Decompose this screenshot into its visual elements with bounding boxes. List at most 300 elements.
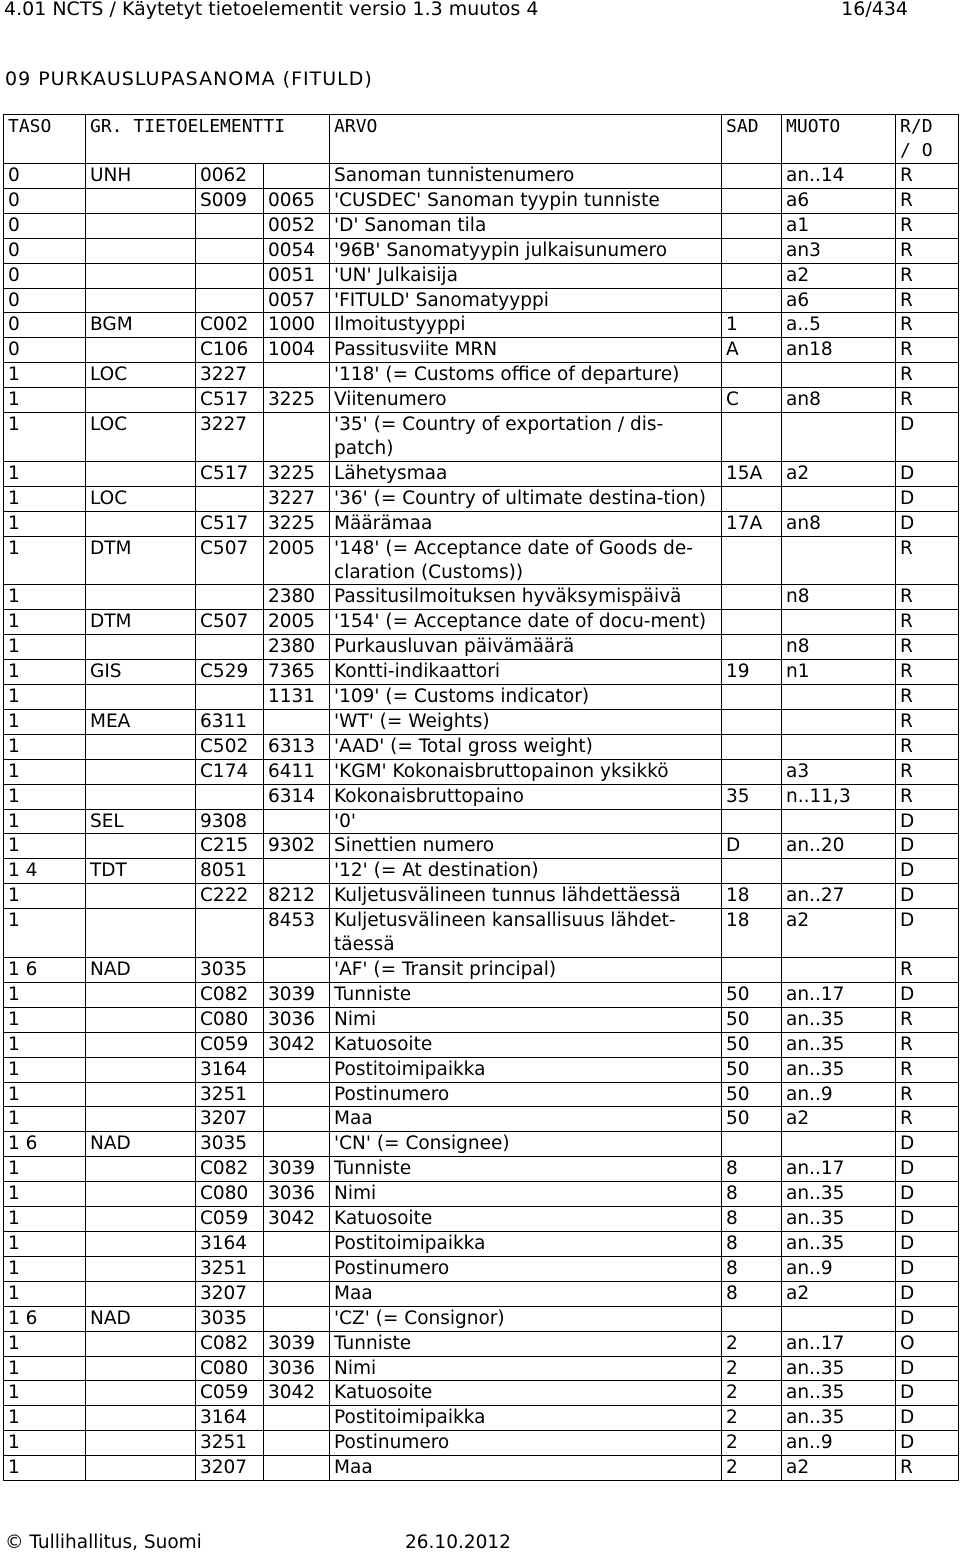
cell-desc: Maa xyxy=(330,1456,722,1481)
table-row xyxy=(4,734,959,759)
cell-code: 3035 xyxy=(196,1132,264,1157)
cell-rdo: R xyxy=(896,784,959,809)
cell-code: 8051 xyxy=(196,859,264,884)
cell-muoto: an..17 xyxy=(782,982,896,1007)
cell-code: C059 xyxy=(196,1032,264,1057)
cell-code xyxy=(196,486,264,511)
cell-muoto: an..35 xyxy=(782,1356,896,1381)
cell-desc: '154' (= Acceptance date of docu-ment) xyxy=(330,610,722,635)
cell-gr xyxy=(86,1456,196,1481)
header-taso: TASO xyxy=(4,115,86,164)
cell-desc: Passitusviite MRN xyxy=(330,338,722,363)
table-row xyxy=(4,1057,959,1082)
table-row xyxy=(4,1431,959,1456)
cell-code2: 3225 xyxy=(264,511,330,536)
cell-muoto: an..35 xyxy=(782,1007,896,1032)
cell-muoto: an..35 xyxy=(782,1032,896,1057)
cell-sad xyxy=(722,188,782,213)
cell-taso: 1 xyxy=(4,1406,86,1431)
table-row xyxy=(4,1007,959,1032)
cell-gr xyxy=(86,1431,196,1456)
cell-muoto: an..9 xyxy=(782,1256,896,1281)
cell-gr xyxy=(86,263,196,288)
cell-code2: 6411 xyxy=(264,759,330,784)
table-row xyxy=(4,536,959,585)
cell-gr: NAD xyxy=(86,958,196,983)
cell-muoto: n..11,3 xyxy=(782,784,896,809)
cell-gr: SEL xyxy=(86,809,196,834)
cell-taso: 1 xyxy=(4,1281,86,1306)
copyright-text: © Tullihallitus, Suomi xyxy=(5,1532,202,1553)
cell-muoto xyxy=(782,1306,896,1331)
cell-code2: 1131 xyxy=(264,685,330,710)
cell-gr xyxy=(86,1057,196,1082)
table-row xyxy=(4,1306,959,1331)
cell-sad: 2 xyxy=(722,1381,782,1406)
section-title: 09 PURKAUSLUPASANOMA (FITULD) xyxy=(5,68,373,90)
cell-code2 xyxy=(264,809,330,834)
header-sad: SAD xyxy=(722,115,782,164)
table-header-row xyxy=(4,115,959,164)
header-gr-tietoelementti: GR. TIETOELEMENTTI xyxy=(86,115,330,164)
table-row xyxy=(4,784,959,809)
cell-desc: '96B' Sanomatyypin julkaisunumero xyxy=(330,238,722,263)
table-row xyxy=(4,909,959,958)
table-row xyxy=(4,238,959,263)
cell-sad: 50 xyxy=(722,1032,782,1057)
cell-desc: Postinumero xyxy=(330,1082,722,1107)
cell-taso: 1 xyxy=(4,660,86,685)
cell-code xyxy=(196,288,264,313)
cell-code: C517 xyxy=(196,461,264,486)
cell-code2 xyxy=(264,958,330,983)
cell-rdo: R xyxy=(896,709,959,734)
cell-taso: 1 xyxy=(4,1157,86,1182)
cell-muoto xyxy=(782,809,896,834)
cell-gr xyxy=(86,1256,196,1281)
cell-gr xyxy=(86,685,196,710)
cell-desc: Katuosoite xyxy=(330,1381,722,1406)
table-row xyxy=(4,213,959,238)
cell-code2 xyxy=(264,1306,330,1331)
cell-rdo: R xyxy=(896,610,959,635)
cell-taso: 1 xyxy=(4,909,86,958)
cell-taso: 1 xyxy=(4,809,86,834)
cell-muoto: a2 xyxy=(782,263,896,288)
cell-desc: Postitoimipaikka xyxy=(330,1406,722,1431)
cell-sad xyxy=(722,288,782,313)
cell-code2: 2005 xyxy=(264,610,330,635)
cell-code xyxy=(196,909,264,958)
cell-taso: 1 xyxy=(4,1456,86,1481)
table-row xyxy=(4,1132,959,1157)
cell-taso: 0 xyxy=(4,263,86,288)
cell-code xyxy=(196,263,264,288)
cell-muoto: an..9 xyxy=(782,1082,896,1107)
cell-muoto: an..35 xyxy=(782,1231,896,1256)
cell-sad: 2 xyxy=(722,1356,782,1381)
cell-gr: NAD xyxy=(86,1306,196,1331)
cell-gr xyxy=(86,909,196,958)
cell-rdo: R xyxy=(896,1007,959,1032)
cell-sad: 19 xyxy=(722,660,782,685)
cell-code: 6311 xyxy=(196,709,264,734)
cell-gr xyxy=(86,213,196,238)
cell-desc: 'UN' Julkaisija xyxy=(330,263,722,288)
cell-gr xyxy=(86,1207,196,1232)
cell-code2: 3039 xyxy=(264,1331,330,1356)
page-number: 16/434 xyxy=(841,0,908,20)
table-row xyxy=(4,1182,959,1207)
cell-code2: 9302 xyxy=(264,834,330,859)
cell-desc: Postinumero xyxy=(330,1256,722,1281)
table-row xyxy=(4,413,959,462)
header-rdo: R/D / O xyxy=(896,115,959,164)
table-row xyxy=(4,585,959,610)
cell-code2 xyxy=(264,709,330,734)
cell-code2: 3227 xyxy=(264,486,330,511)
table-row xyxy=(4,288,959,313)
cell-code2: 8212 xyxy=(264,884,330,909)
cell-desc: Maa xyxy=(330,1281,722,1306)
cell-muoto: a2 xyxy=(782,1456,896,1481)
cell-taso: 1 xyxy=(4,734,86,759)
cell-code2 xyxy=(264,1406,330,1431)
cell-sad xyxy=(722,734,782,759)
cell-sad: 8 xyxy=(722,1157,782,1182)
cell-taso: 1 xyxy=(4,1082,86,1107)
cell-desc: '148' (= Acceptance date of Goods de-claration (Customs)) xyxy=(330,536,722,585)
cell-sad: A xyxy=(722,338,782,363)
cell-code2 xyxy=(264,1132,330,1157)
cell-gr xyxy=(86,1281,196,1306)
cell-desc: Kontti-indikaattori xyxy=(330,660,722,685)
cell-code2: 0057 xyxy=(264,288,330,313)
cell-code2: 2380 xyxy=(264,585,330,610)
cell-code: S009 xyxy=(196,188,264,213)
cell-code xyxy=(196,213,264,238)
cell-code: C082 xyxy=(196,1157,264,1182)
cell-muoto: a..5 xyxy=(782,313,896,338)
cell-sad xyxy=(722,809,782,834)
cell-rdo: R xyxy=(896,288,959,313)
cell-rdo: D xyxy=(896,1431,959,1456)
cell-muoto: an..35 xyxy=(782,1406,896,1431)
cell-sad: 50 xyxy=(722,1057,782,1082)
cell-gr xyxy=(86,1032,196,1057)
cell-muoto xyxy=(782,859,896,884)
cell-gr: NAD xyxy=(86,1132,196,1157)
cell-rdo: R xyxy=(896,313,959,338)
cell-gr xyxy=(86,1157,196,1182)
table-row xyxy=(4,958,959,983)
table-row xyxy=(4,363,959,388)
cell-code: 3251 xyxy=(196,1082,264,1107)
cell-taso: 1 xyxy=(4,635,86,660)
cell-code: 3164 xyxy=(196,1057,264,1082)
cell-sad xyxy=(722,610,782,635)
cell-muoto: a6 xyxy=(782,188,896,213)
cell-desc: Tunniste xyxy=(330,1331,722,1356)
cell-desc: '118' (= Customs office of departure) xyxy=(330,363,722,388)
cell-taso: 1 xyxy=(4,982,86,1007)
cell-taso: 0 xyxy=(4,188,86,213)
cell-code: C502 xyxy=(196,734,264,759)
cell-rdo: D xyxy=(896,1306,959,1331)
cell-desc: Kuljetusvälineen tunnus lähdettäessä xyxy=(330,884,722,909)
cell-muoto: an3 xyxy=(782,238,896,263)
cell-muoto: a2 xyxy=(782,1281,896,1306)
cell-rdo: D xyxy=(896,511,959,536)
cell-sad: 8 xyxy=(722,1231,782,1256)
table-row xyxy=(4,1082,959,1107)
cell-code2: 3039 xyxy=(264,982,330,1007)
cell-muoto: a6 xyxy=(782,288,896,313)
cell-code: C080 xyxy=(196,1182,264,1207)
cell-desc: Postinumero xyxy=(330,1431,722,1456)
cell-gr: DTM xyxy=(86,536,196,585)
cell-taso: 1 4 xyxy=(4,859,86,884)
cell-muoto xyxy=(782,685,896,710)
cell-gr xyxy=(86,1231,196,1256)
cell-code2: 0054 xyxy=(264,238,330,263)
cell-rdo: R xyxy=(896,1107,959,1132)
cell-code xyxy=(196,238,264,263)
cell-muoto: an..9 xyxy=(782,1431,896,1456)
cell-muoto: a3 xyxy=(782,759,896,784)
cell-sad xyxy=(722,263,782,288)
cell-code: 0062 xyxy=(196,164,264,189)
cell-sad: 50 xyxy=(722,1107,782,1132)
cell-rdo: D xyxy=(896,1157,959,1182)
cell-sad: 8 xyxy=(722,1281,782,1306)
table-row xyxy=(4,313,959,338)
table-row xyxy=(4,1381,959,1406)
table-row xyxy=(4,263,959,288)
table-row xyxy=(4,1406,959,1431)
cell-sad: 2 xyxy=(722,1431,782,1456)
cell-taso: 1 xyxy=(4,1431,86,1456)
cell-desc: Määrämaa xyxy=(330,511,722,536)
cell-muoto xyxy=(782,1132,896,1157)
cell-gr xyxy=(86,759,196,784)
cell-rdo: D xyxy=(896,1281,959,1306)
cell-rdo: R xyxy=(896,536,959,585)
cell-taso: 1 xyxy=(4,585,86,610)
cell-gr xyxy=(86,1406,196,1431)
cell-desc: Katuosoite xyxy=(330,1207,722,1232)
cell-code: 3227 xyxy=(196,363,264,388)
cell-taso: 0 xyxy=(4,313,86,338)
cell-gr xyxy=(86,511,196,536)
cell-sad xyxy=(722,238,782,263)
table-row xyxy=(4,1157,959,1182)
cell-desc: '36' (= Country of ultimate destina-tion) xyxy=(330,486,722,511)
table-row xyxy=(4,511,959,536)
cell-gr xyxy=(86,734,196,759)
cell-desc: 'WT' (= Weights) xyxy=(330,709,722,734)
cell-code2 xyxy=(264,1057,330,1082)
cell-taso: 1 xyxy=(4,536,86,585)
cell-sad xyxy=(722,213,782,238)
cell-gr xyxy=(86,238,196,263)
cell-rdo: R xyxy=(896,1057,959,1082)
cell-rdo: D xyxy=(896,1182,959,1207)
cell-taso: 1 xyxy=(4,1057,86,1082)
cell-desc: Kuljetusvälineen kansallisuus lähdet-täessä xyxy=(330,909,722,958)
cell-sad: 50 xyxy=(722,1082,782,1107)
cell-taso: 1 xyxy=(4,511,86,536)
footer xyxy=(5,1532,511,1553)
cell-sad: 50 xyxy=(722,982,782,1007)
cell-code2 xyxy=(264,1107,330,1132)
cell-muoto: an..20 xyxy=(782,834,896,859)
cell-desc: '109' (= Customs indicator) xyxy=(330,685,722,710)
cell-code2: 2380 xyxy=(264,635,330,660)
cell-code: 3164 xyxy=(196,1406,264,1431)
cell-gr xyxy=(86,784,196,809)
cell-code: 3251 xyxy=(196,1256,264,1281)
cell-code: C080 xyxy=(196,1007,264,1032)
cell-taso: 1 xyxy=(4,759,86,784)
cell-taso: 1 xyxy=(4,363,86,388)
table-row xyxy=(4,859,959,884)
cell-code2 xyxy=(264,1281,330,1306)
table-row xyxy=(4,1331,959,1356)
table-row xyxy=(4,1356,959,1381)
table-row xyxy=(4,709,959,734)
cell-code: C082 xyxy=(196,982,264,1007)
cell-taso: 1 xyxy=(4,413,86,462)
footer-date: 26.10.2012 xyxy=(405,1532,511,1553)
cell-desc: Passitusilmoituksen hyväksymispäivä xyxy=(330,585,722,610)
table-row xyxy=(4,884,959,909)
cell-rdo: R xyxy=(896,388,959,413)
cell-sad: 35 xyxy=(722,784,782,809)
cell-code: C507 xyxy=(196,536,264,585)
cell-gr: BGM xyxy=(86,313,196,338)
header-muoto: MUOTO xyxy=(782,115,896,164)
cell-sad xyxy=(722,486,782,511)
cell-rdo: R xyxy=(896,263,959,288)
cell-gr: LOC xyxy=(86,486,196,511)
cell-code2: 3225 xyxy=(264,388,330,413)
cell-muoto: an..27 xyxy=(782,884,896,909)
cell-rdo: R xyxy=(896,585,959,610)
cell-code: C002 xyxy=(196,313,264,338)
cell-desc: Nimi xyxy=(330,1182,722,1207)
cell-code xyxy=(196,784,264,809)
table-row xyxy=(4,809,959,834)
cell-sad xyxy=(722,585,782,610)
cell-taso: 1 xyxy=(4,709,86,734)
cell-rdo: D xyxy=(896,1381,959,1406)
cell-code: 3035 xyxy=(196,1306,264,1331)
cell-taso: 1 xyxy=(4,685,86,710)
cell-code: C215 xyxy=(196,834,264,859)
cell-sad: D xyxy=(722,834,782,859)
cell-taso: 1 xyxy=(4,1007,86,1032)
cell-taso: 1 6 xyxy=(4,1132,86,1157)
cell-rdo: D xyxy=(896,884,959,909)
table-row xyxy=(4,982,959,1007)
cell-muoto: an..17 xyxy=(782,1157,896,1182)
cell-taso: 1 xyxy=(4,1182,86,1207)
cell-desc: Kokonaisbruttopaino xyxy=(330,784,722,809)
cell-code2 xyxy=(264,859,330,884)
table-row xyxy=(4,635,959,660)
cell-desc: 'FITULD' Sanomatyyppi xyxy=(330,288,722,313)
cell-code2: 3039 xyxy=(264,1157,330,1182)
cell-rdo: R xyxy=(896,238,959,263)
cell-gr xyxy=(86,1182,196,1207)
cell-rdo: D xyxy=(896,809,959,834)
cell-gr xyxy=(86,288,196,313)
cell-code xyxy=(196,585,264,610)
cell-code2: 3225 xyxy=(264,461,330,486)
cell-rdo: R xyxy=(896,734,959,759)
cell-rdo: D xyxy=(896,461,959,486)
cell-desc: Postitoimipaikka xyxy=(330,1231,722,1256)
cell-code: 3207 xyxy=(196,1281,264,1306)
cell-muoto xyxy=(782,363,896,388)
cell-rdo: D xyxy=(896,1207,959,1232)
cell-muoto: n8 xyxy=(782,635,896,660)
cell-code: C080 xyxy=(196,1356,264,1381)
cell-desc: Tunniste xyxy=(330,982,722,1007)
cell-gr: GIS xyxy=(86,660,196,685)
cell-desc: Ilmoitustyyppi xyxy=(330,313,722,338)
cell-sad xyxy=(722,759,782,784)
cell-muoto: a1 xyxy=(782,213,896,238)
cell-sad xyxy=(722,635,782,660)
cell-rdo: D xyxy=(896,859,959,884)
header-arvo: ARVO xyxy=(330,115,722,164)
cell-desc: Katuosoite xyxy=(330,1032,722,1057)
cell-code2 xyxy=(264,164,330,189)
cell-code: 3164 xyxy=(196,1231,264,1256)
cell-rdo: R xyxy=(896,1082,959,1107)
cell-muoto: n1 xyxy=(782,660,896,685)
cell-code: C517 xyxy=(196,511,264,536)
cell-rdo: R xyxy=(896,338,959,363)
table-row xyxy=(4,1231,959,1256)
cell-rdo: R xyxy=(896,164,959,189)
cell-rdo: D xyxy=(896,486,959,511)
cell-muoto: an..35 xyxy=(782,1182,896,1207)
cell-muoto xyxy=(782,486,896,511)
cell-taso: 1 xyxy=(4,486,86,511)
cell-gr: DTM xyxy=(86,610,196,635)
cell-code: 3251 xyxy=(196,1431,264,1456)
cell-desc: Viitenumero xyxy=(330,388,722,413)
cell-taso: 1 xyxy=(4,784,86,809)
cell-code2 xyxy=(264,1231,330,1256)
cell-taso: 1 xyxy=(4,461,86,486)
cell-code2 xyxy=(264,363,330,388)
cell-code xyxy=(196,635,264,660)
table-row xyxy=(4,164,959,189)
cell-desc: 'CN' (= Consignee) xyxy=(330,1132,722,1157)
cell-taso: 1 xyxy=(4,1381,86,1406)
cell-code2: 3042 xyxy=(264,1381,330,1406)
cell-code2: 6313 xyxy=(264,734,330,759)
cell-taso: 1 xyxy=(4,834,86,859)
cell-muoto xyxy=(782,610,896,635)
cell-rdo: O xyxy=(896,1331,959,1356)
table-row xyxy=(4,610,959,635)
table-row xyxy=(4,188,959,213)
